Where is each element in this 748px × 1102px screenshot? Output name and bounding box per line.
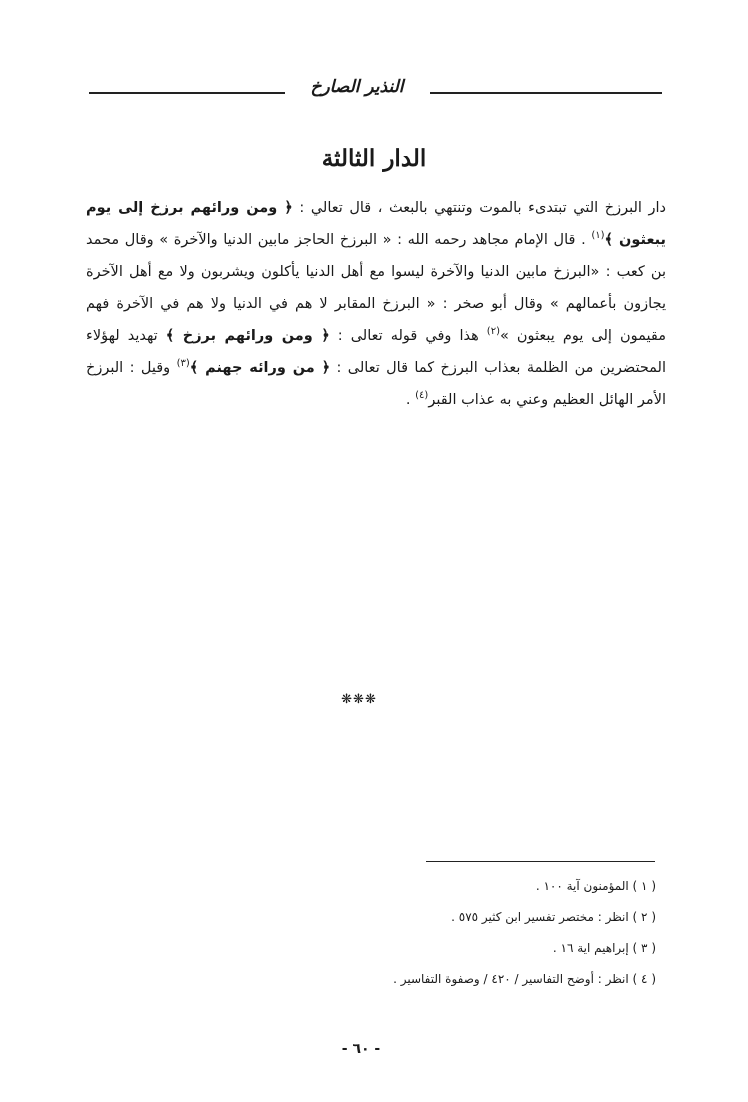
page-number: - ٦٠ - xyxy=(341,1041,381,1057)
body-sentence: هذا وفي قوله تعالى : xyxy=(329,328,487,344)
body-paragraph xyxy=(86,192,666,416)
section-separator: ❋❋❋ xyxy=(341,692,377,707)
footnote-2: ( ٢ ) انظر : مختصر تفسير ابن كثير ٥٧٥ . xyxy=(451,910,656,924)
footnote-ref: (٣) xyxy=(176,358,190,370)
footnote-rule xyxy=(426,861,655,862)
header-rule-left xyxy=(89,92,285,94)
footnote-1: ( ١ ) المؤمنون آية ١٠٠ . xyxy=(535,879,656,893)
footnotes xyxy=(300,871,656,995)
header-rule-right xyxy=(430,92,662,94)
section-title: الدار الثالثة xyxy=(321,145,427,172)
quran-verse: ﴿ ومن ورائهم برزخ ﴾ xyxy=(165,328,330,344)
footnote-4: ( ٤ ) انظر : أوضح التفاسير / ٤٢٠ / وصفوة التفاسير . xyxy=(393,972,656,986)
quran-verse: ﴿ من ورائه جهنم ﴾ xyxy=(189,360,331,376)
body-sentence: وقيل : البرزخ الأمر الهائل العظيم وعني به عذاب القبر xyxy=(86,360,666,408)
body-sentence: . xyxy=(405,392,416,408)
footnote-ref: (٢) xyxy=(486,326,500,338)
body-sentence: تهديد لهؤلاء المحتضرين من الظلمة بعذاب البرزخ كما قال تعالى : xyxy=(86,328,667,376)
body-sentence: دار البرزخ التي تبتدىء بالموت وتنتهي بالبعث ، قال تعالي : xyxy=(292,200,666,216)
footnote-ref: (١) xyxy=(591,230,605,242)
body-sentence: . قال الإمام مجاهد رحمه الله : « البرزخ الحاجز مابين الدنيا والآخرة » وقال محمد بن كعب : «البرزخ مابين الدنيا والآخرة ليسوا مع أهل الدنيا يأكلون ويشربون ولا مع أهل الآخرة يجازون بأعمالهم » وقال أبو صخر : « البرزخ المقابر لا هم في الدنيا ولا هم في الآخرة فهم مقيمون إلى يوم يبعثون » xyxy=(86,232,666,344)
footnote-ref: (٤) xyxy=(415,390,429,402)
quran-verse: ﴿ ومن ورائهم برزخ إلى يوم يبعثون ﴾ xyxy=(86,200,666,248)
running-title: النذير الصارخ xyxy=(310,77,404,97)
footnote-3: ( ٣ ) إبراهيم اية ١٦ . xyxy=(552,941,656,955)
